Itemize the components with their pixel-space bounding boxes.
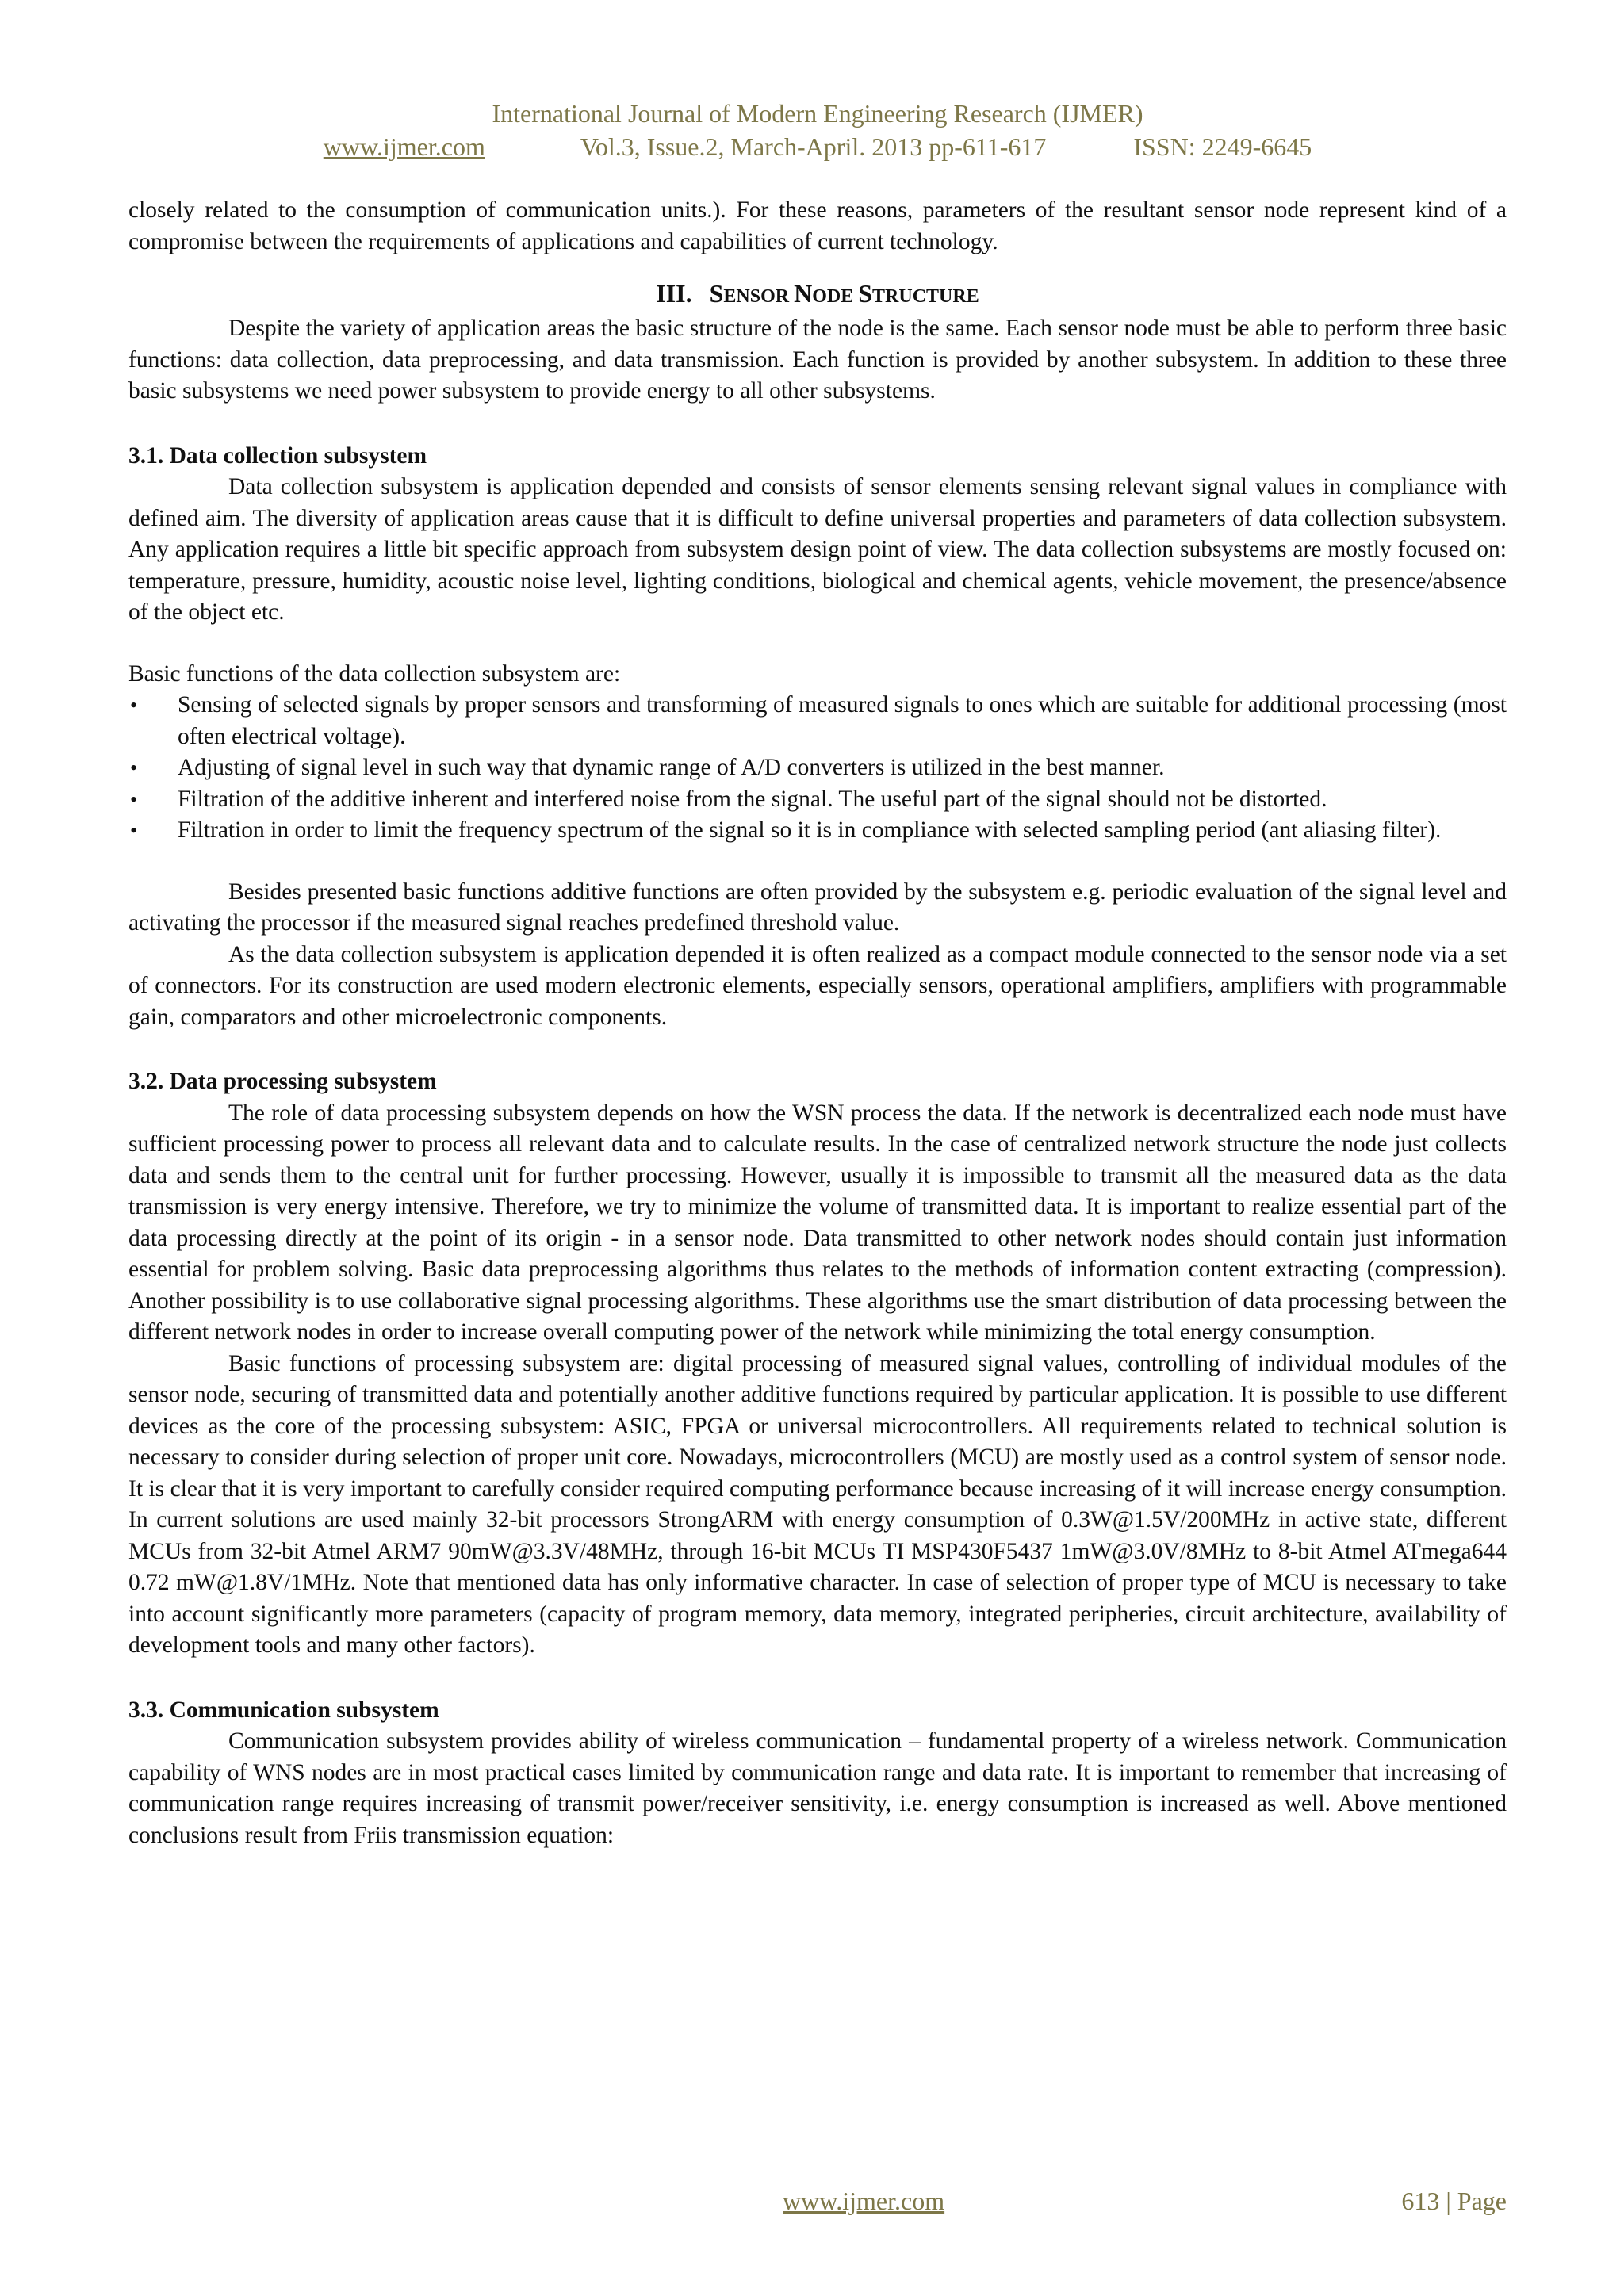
list-item-text: Filtration in order to limit the frequency spectrum of the signal so it is in compliance with selected sampling period (ant aliasing filter). bbox=[178, 817, 1442, 843]
journal-volume: Vol.3, Issue.2, March-April. 2013 pp-611-617 bbox=[580, 132, 1047, 161]
subsection-heading-3-2: 3.2. Data processing subsystem bbox=[128, 1069, 437, 1094]
section-title-part: N bbox=[794, 279, 813, 308]
paragraph: Communication subsystem provides ability of wireless communication – fundamental property of a wireless network. Communication capability of WNS nodes are in most practical cases limited by communication range and data rate. It is important to remember that increasing of communication range requires increasing of transmit power/receiver sensitivity, i.e. energy consumption is increased as well. Above mentioned conclusions result from Friis transmission equation: bbox=[128, 1728, 1507, 1848]
bullet-icon: • bbox=[130, 756, 138, 779]
paragraph: Data collection subsystem is application depended and consists of sensor elements sensing relevant signal values in compliance with defined aim. The diversity of application areas cause that it is difficult to define universal properties and parameters of data collection subsystem. Any application requires a little bit specific approach from subsystem design point of view. The data collection subsystems are mostly focused on: temperature, pressure, humidity, acoustic noise level, lighting conditions, biological and chemical agents, vehicle movement, the presence/absence of the object etc. bbox=[128, 474, 1507, 625]
page-number: 613 | Page bbox=[1401, 2187, 1507, 2215]
section-title-part: ENSOR bbox=[723, 286, 795, 307]
list-item bbox=[128, 815, 1507, 847]
paragraph: Basic functions of processing subsystem are: digital processing of measured signal values, controlling of individual modules of the sensor node, securing of transmitted data and potentially another additive functions required by particular application. It is possible to use different devices as the core of the processing subsystem: ASIC, FPGA or universal microcontrollers. All requirements related to technical solution is necessary to consider during selection of proper unit core. Nowadays, microcontrollers (MCU) are mostly used as a control system of sensor node. It is clear that it is very important to carefully consider required computing performance because increasing of it will increase energy consumption. In current solutions are used mainly 32-bit processors StrongARM with energy consumption of 0.3W@1.5V/200MHz in active state, different MCUs from 32-bit Atmel ARM7 90mW@3.3V/48MHz, through 16-bit MCUs TI MSP430F5437 1mW@3.0V/8MHz to 8-bit Atmel ATmega644 0.72 mW@1.8V/1MHz. Note that mentioned data has only informative character. In case of selection of proper type of MCU is necessary to take into account significantly more parameters (capacity of program memory, data memory, integrated peripheries, circuit architecture, availability of development tools and many other factors). bbox=[128, 1350, 1507, 1658]
intro-paragraph: closely related to the consumption of communication units.). For these reasons, parameters of the resultant sensor node represent kind of a compromise between the requirements of applications and capabilities of current technology. bbox=[128, 197, 1507, 254]
section-number: III. bbox=[656, 279, 692, 308]
list-item-text: Filtration of the additive inherent and interfered noise from the signal. The useful part of the signal should not be distorted. bbox=[178, 786, 1327, 812]
page-footer bbox=[128, 2183, 1507, 2218]
journal-issn: ISSN: 2249-6645 bbox=[1133, 132, 1312, 161]
bullet-icon: • bbox=[130, 819, 138, 842]
list-item bbox=[128, 752, 1507, 784]
bullet-list bbox=[128, 690, 1507, 847]
main-content bbox=[128, 195, 1507, 1851]
section-title-part: ODE bbox=[812, 286, 859, 307]
bullet-icon: • bbox=[130, 787, 138, 811]
section-heading bbox=[128, 277, 1507, 313]
list-item-text: Adjusting of signal level in such way that dynamic range of A/D converters is utilized in the best manner. bbox=[178, 755, 1165, 780]
journal-website-link[interactable]: www.ijmer.com bbox=[323, 132, 485, 161]
paragraph: The role of data processing subsystem depends on how the WSN process the data. If the network is decentralized each node must have sufficient processing power to process all relevant data and to calculate results. In the case of centralized network structure the node just collects data and sends them to the central unit for further processing. However, usually it is impossible to transmit all the measured data as the data transmission is very energy intensive. Therefore, we try to minimize the volume of transmitted data. It is important to realize essential part of the data processing directly at the point of its origin - in a sensor node. Data transmitted to other network nodes should contain just information essential for problem solving. Basic data preprocessing algorithms thus relates to the methods of information content extracting (compression). Another possibility is to use collaborative signal processing algorithms. These algorithms use the smart distribution of data processing between the different network nodes in order to increase overall computing power of the network while minimizing the total energy consumption. bbox=[128, 1100, 1507, 1345]
section-title-part: S bbox=[858, 279, 873, 308]
section-title-part: TRUCTURE bbox=[872, 286, 979, 307]
paragraph: As the data collection subsystem is application depended it is often realized as a compact module connected to the sensor node via a set of connectors. For its construction are used modern electronic elements, especially sensors, operational amplifiers, amplifiers with programmable gain, comparators and other microelectronic components. bbox=[128, 941, 1507, 1030]
list-item bbox=[128, 690, 1507, 752]
paragraph: Besides presented basic functions additive functions are often provided by the subsystem e.g. periodic evaluation of the signal level and activating the processor if the measured signal reaches predefined threshold value. bbox=[128, 878, 1507, 936]
journal-header bbox=[128, 97, 1507, 163]
list-intro: Basic functions of the data collection subsystem are: bbox=[128, 660, 621, 687]
bullet-icon: • bbox=[130, 694, 138, 717]
journal-title: International Journal of Modern Engineering Research (IJMER) bbox=[492, 99, 1143, 128]
section-paragraph: Despite the variety of application areas the basic structure of the node is the same. Each sensor node must be able to perform three basic functions: data collection, data preprocessing, and data transmission. Each function is provided by another subsystem. In addition to these three basic subsystems we need power subsystem to provide energy to all other subsystems. bbox=[128, 316, 1507, 404]
subsection-heading-3-1: 3.1. Data collection subsystem bbox=[128, 442, 427, 469]
section-title bbox=[710, 279, 979, 308]
journal-meta-line bbox=[128, 130, 1507, 163]
list-item bbox=[128, 784, 1507, 816]
section-title-part: S bbox=[709, 279, 724, 308]
subsection-heading-3-3: 3.3. Communication subsystem bbox=[128, 1697, 439, 1723]
list-item-text: Sensing of selected signals by proper sensors and transforming of measured signals to ones which are suitable for additional processing (most often electrical voltage). bbox=[178, 692, 1507, 749]
footer-website-link[interactable]: www.ijmer.com bbox=[783, 2187, 945, 2215]
